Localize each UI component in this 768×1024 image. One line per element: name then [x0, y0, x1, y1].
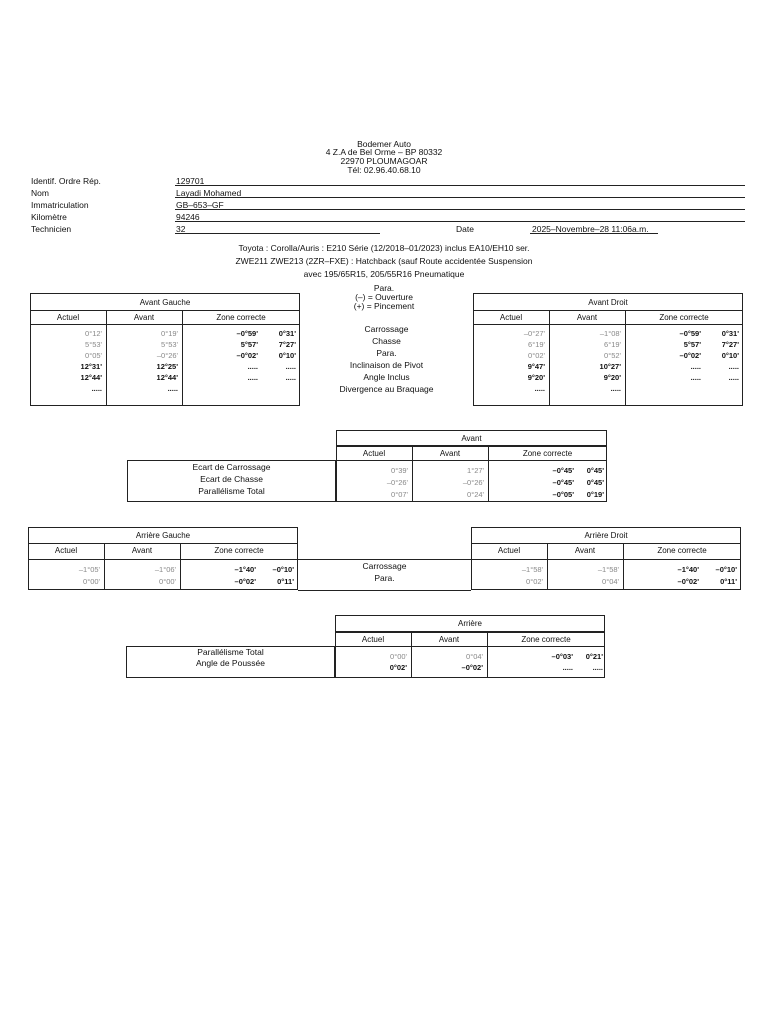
cell-zone-min: ..... [562, 663, 573, 672]
col-actuel: Actuel [56, 313, 80, 322]
cell-zone-max: 0°45' [586, 466, 604, 475]
cell-actuel: 9°47' [527, 362, 545, 371]
divider [175, 233, 380, 234]
company-address-2: 22970 PLOUMAGOAR [340, 156, 428, 166]
legend-plus: (+) = Pincement [353, 301, 415, 311]
rear-summary-label: Angle de Poussée [196, 658, 265, 668]
front-summary-title: Avant [461, 434, 482, 443]
front-label-row: Carrossage [364, 324, 409, 334]
col-zone: Zone correcte [657, 546, 707, 555]
cell-zone-max: 0°11' [277, 577, 294, 586]
rear-left-title: Arrière Gauche [135, 531, 191, 540]
col-avant: Avant [574, 546, 596, 555]
info-value-km: 94246 [176, 212, 200, 222]
cell-zone-max: ..... [285, 373, 296, 382]
info-label-name: Nom [31, 188, 49, 198]
cell-zone-max: 7°27' [721, 340, 739, 349]
cell-zone-min: ..... [690, 362, 701, 371]
col-zone: Zone correcte [216, 313, 266, 322]
cell-zone-min: –0°45' [552, 478, 574, 487]
cell-zone-min: –0°45' [552, 466, 574, 475]
info-label-tech: Technicien [31, 224, 72, 234]
info-value-tech: 32 [176, 224, 186, 234]
front-label-row: Divergence au Braquage [339, 384, 434, 394]
front-right-title: Avant Droit [588, 298, 628, 307]
cell-zone-max: 0°10' [721, 351, 739, 360]
front-label-row: Inclinaison de Pivot [349, 360, 424, 370]
col-zone: Zone correcte [521, 635, 571, 644]
cell-zone-min: 5°57' [240, 340, 258, 349]
company-phone: Tél: 02.96.40.68.10 [347, 165, 421, 175]
front-label-row: Angle Inclus [363, 372, 410, 382]
cell-zone-min: ..... [247, 373, 258, 382]
cell-actuel: 0°00' [83, 577, 100, 586]
cell-actuel: 0°07' [391, 490, 408, 499]
cell-zone-max: ..... [728, 362, 739, 371]
col-avant: Avant [133, 313, 155, 322]
legend-minus: (–) = Ouverture [355, 292, 413, 302]
col-zone: Zone correcte [214, 546, 264, 555]
col-actuel: Actuel [362, 449, 386, 458]
rear-label-carrossage: Carrossage [362, 561, 407, 571]
divider [175, 209, 745, 210]
cell-actuel: ..... [91, 384, 102, 393]
cell-avant: 12°44' [156, 373, 178, 382]
divider [175, 185, 745, 186]
cell-zone-min: –0°02' [236, 351, 258, 360]
divider [175, 197, 745, 198]
legend-title: Para. [373, 283, 395, 293]
cell-actuel: 0°39' [391, 466, 408, 475]
col-avant: Avant [131, 546, 153, 555]
cell-avant: 0°19' [161, 329, 178, 338]
rear-summary-title: Arrière [457, 619, 482, 628]
cell-zone-min: –0°02' [234, 577, 256, 586]
col-actuel: Actuel [54, 546, 78, 555]
company-address-1: 4 Z.A de Bel Orme – BP 80332 [325, 147, 443, 157]
vehicle-line-2: ZWE211 ZWE213 (2ZR–FXE) : Hatchback (sauf Route accidentée Suspension [235, 256, 533, 266]
col-avant: Avant [576, 313, 598, 322]
cell-actuel: 12°44' [80, 373, 102, 382]
cell-actuel: 9°20' [527, 373, 545, 382]
cell-avant: 6°19' [604, 340, 621, 349]
cell-actuel: ..... [534, 384, 545, 393]
col-zone: Zone correcte [522, 449, 573, 458]
divider [530, 233, 658, 234]
rear-right-title: Arrière Droit [584, 531, 628, 540]
cell-actuel: 5°53' [85, 340, 102, 349]
cell-zone-max: 0°45' [586, 478, 604, 487]
date-value: 2025–Novembre–28 11:06a.m. [532, 224, 649, 234]
col-zone: Zone correcte [659, 313, 709, 322]
front-summary-label: Ecart de Chasse [200, 474, 263, 484]
cell-zone-max: 0°19' [586, 490, 604, 499]
cell-actuel: 0°00' [390, 652, 407, 661]
cell-actuel: 0°02' [526, 577, 543, 586]
cell-actuel: –0°26' [386, 478, 408, 487]
cell-avant: 1°27' [467, 466, 484, 475]
cell-avant: –0°02' [461, 663, 483, 672]
cell-zone-max: ..... [285, 362, 296, 371]
cell-actuel: 6°19' [528, 340, 545, 349]
rear-label-para: Para. [374, 573, 395, 583]
cell-zone-min: 5°57' [683, 340, 701, 349]
info-label-km: Kilomètre [31, 212, 67, 222]
cell-zone-max: –0°10' [715, 565, 737, 574]
cell-zone-min: –0°02' [677, 577, 699, 586]
cell-actuel: 0°02' [389, 663, 407, 672]
company-name: Bodemer Auto [357, 139, 411, 149]
cell-zone-min: ..... [690, 373, 701, 382]
cell-zone-max: 0°31' [278, 329, 296, 338]
cell-avant: 12°25' [156, 362, 178, 371]
cell-zone-max: 7°27' [278, 340, 296, 349]
cell-zone-min: –0°03' [551, 652, 573, 661]
cell-actuel: 12°31' [80, 362, 102, 371]
cell-avant: 0°24' [467, 490, 484, 499]
cell-zone-min: –0°05' [552, 490, 574, 499]
cell-avant: –1°08' [599, 329, 621, 338]
cell-actuel: 0°05' [85, 351, 102, 360]
col-actuel: Actuel [497, 546, 521, 555]
front-summary-label: Ecart de Carrossage [192, 462, 271, 472]
cell-avant: 9°20' [603, 373, 621, 382]
cell-zone-max: ..... [728, 373, 739, 382]
cell-avant: 0°04' [466, 652, 483, 661]
cell-avant: –0°26' [462, 478, 484, 487]
cell-zone-min: –1°40' [234, 565, 256, 574]
cell-avant: ..... [167, 384, 178, 393]
cell-actuel: 0°12' [85, 329, 102, 338]
col-avant: Avant [439, 449, 461, 458]
cell-zone-max: ..... [592, 663, 603, 672]
cell-avant: –1°58' [597, 565, 619, 574]
cell-zone-max: 0°11' [720, 577, 737, 586]
info-value-order: 129701 [176, 176, 205, 186]
col-actuel: Actuel [361, 635, 385, 644]
vehicle-line-3: avec 195/65R15, 205/55R16 Pneumatique [303, 269, 465, 279]
info-value-name: Layadi Mohamed [176, 188, 242, 198]
cell-avant: ..... [610, 384, 621, 393]
cell-zone-min: –0°59' [679, 329, 701, 338]
cell-zone-max: 0°21' [585, 652, 603, 661]
col-actuel: Actuel [499, 313, 523, 322]
rear-summary-label: Parallélisme Total [197, 647, 264, 657]
cell-actuel: –1°58' [521, 565, 543, 574]
vehicle-line-1: Toyota : Corolla/Auris : E210 Série (12/2018–01/2023) inclus EA10/EH10 ser. [238, 243, 530, 253]
cell-actuel: 0°02' [528, 351, 545, 360]
date-label: Date [456, 224, 474, 234]
cell-avant: 5°53' [161, 340, 178, 349]
info-label-order: Identif. Ordre Rép. [31, 176, 101, 186]
cell-avant: 0°52' [604, 351, 621, 360]
col-avant: Avant [438, 635, 460, 644]
cell-zone-max: 0°10' [278, 351, 296, 360]
front-label-row: Chasse [372, 336, 401, 346]
cell-avant: –0°26' [156, 351, 178, 360]
front-summary-label: Parallélisme Total [198, 486, 265, 496]
cell-zone-min: ..... [247, 362, 258, 371]
cell-avant: –1°06' [154, 565, 176, 574]
cell-actuel: –0°27' [523, 329, 545, 338]
cell-avant: 10°27' [599, 362, 621, 371]
cell-avant: 0°04' [602, 577, 619, 586]
cell-zone-min: –1°40' [677, 565, 699, 574]
cell-zone-max: –0°10' [272, 565, 294, 574]
cell-zone-min: –0°02' [679, 351, 701, 360]
cell-actuel: –1°05' [78, 565, 100, 574]
info-value-plate: GB–653–GF [176, 200, 224, 210]
info-label-plate: Immatriculation [31, 200, 89, 210]
cell-zone-min: –0°59' [236, 329, 258, 338]
front-left-title: Avant Gauche [139, 298, 191, 307]
cell-zone-max: 0°31' [721, 329, 739, 338]
divider [175, 221, 745, 222]
front-label-row: Para. [376, 348, 397, 358]
cell-avant: 0°00' [159, 577, 176, 586]
